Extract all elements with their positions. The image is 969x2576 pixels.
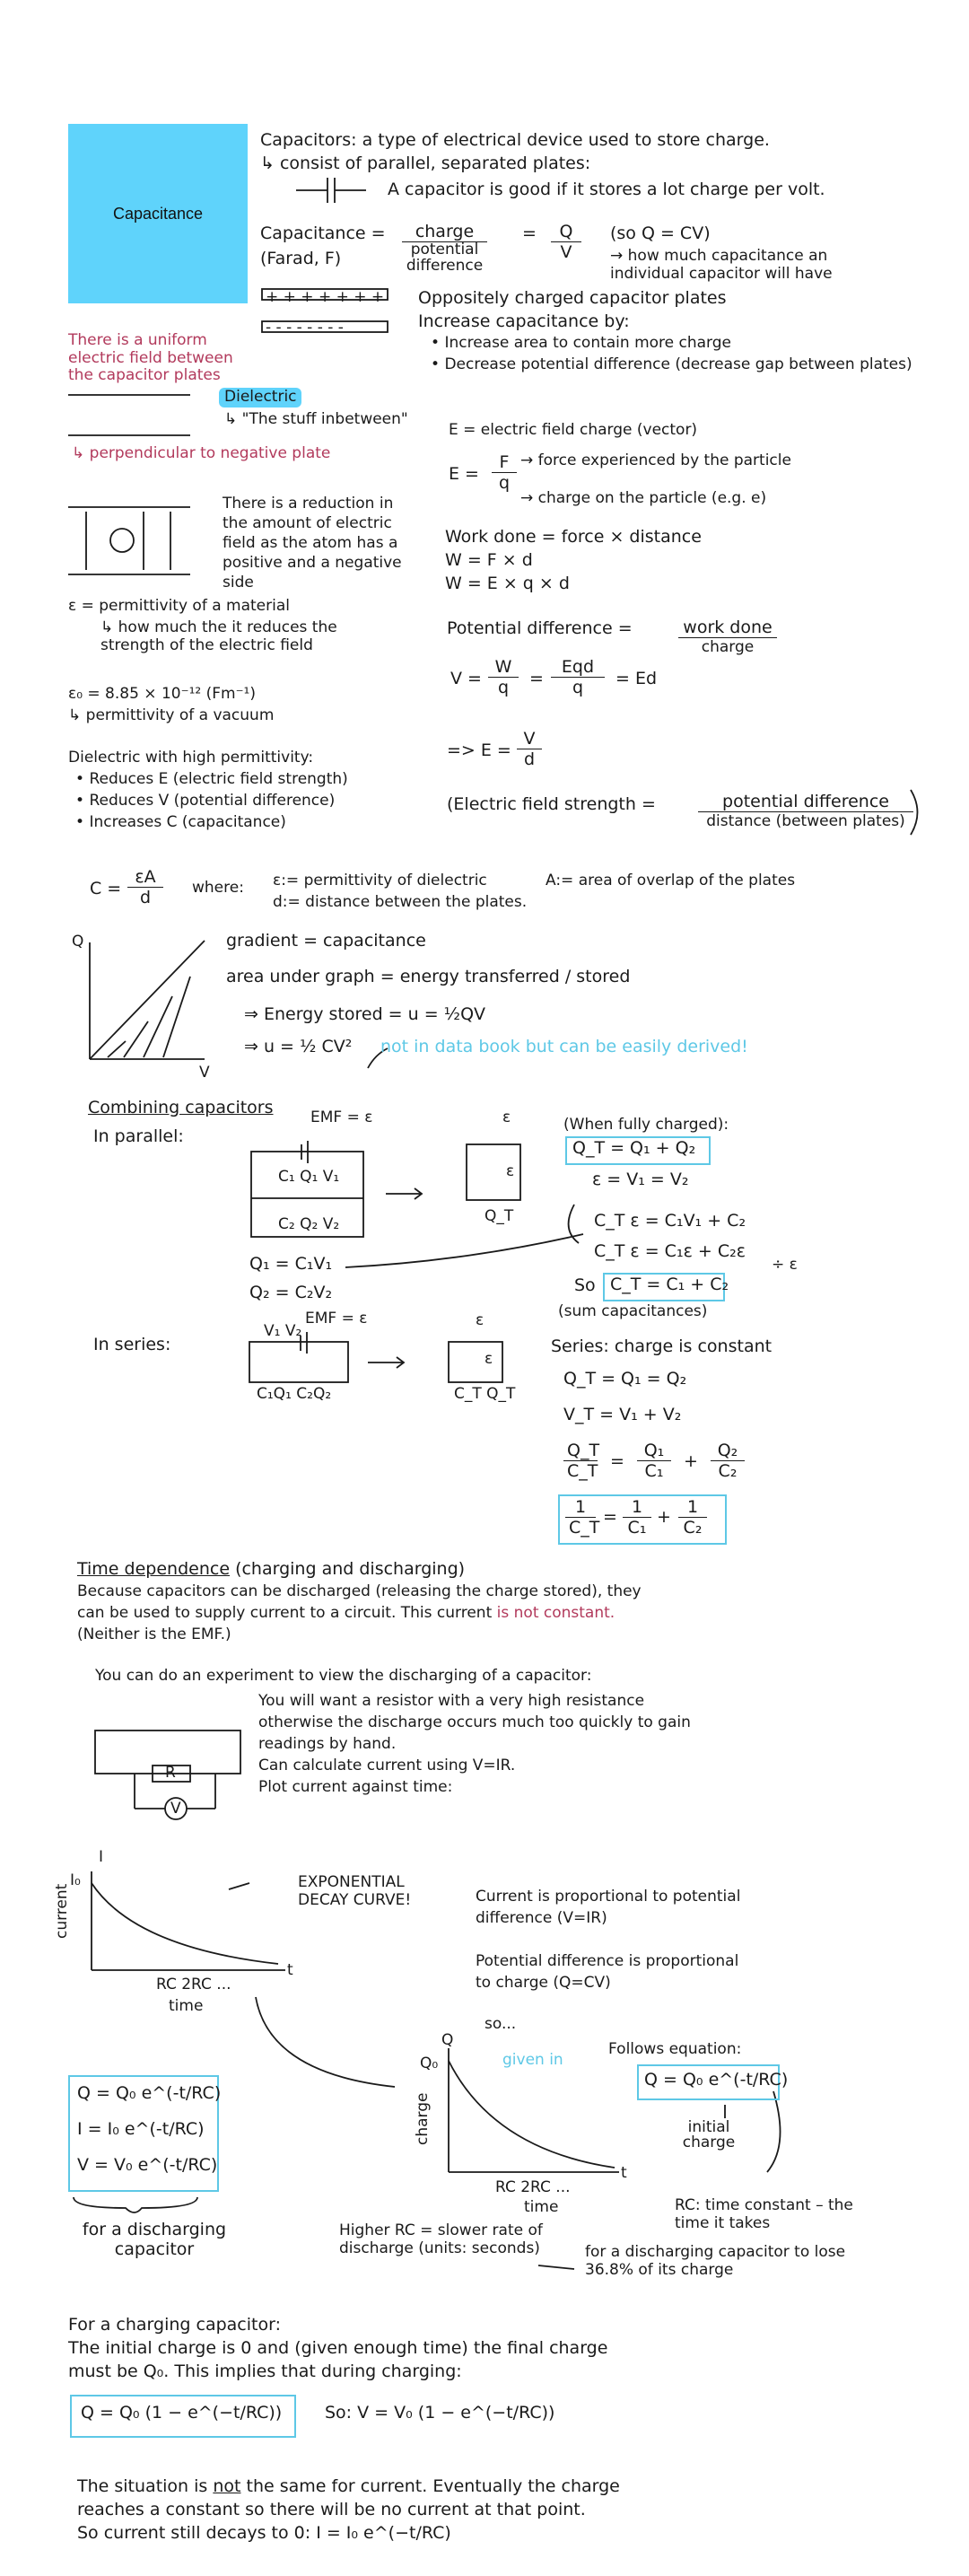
q2-over-c2 <box>711 1441 745 1481</box>
high-bullet-3: • Increases C (capacitance) <box>75 813 286 831</box>
time-constant-note: RC: time constant – the time it takes <box>675 2196 853 2232</box>
charging-para-2: must be Q₀. This implies that during charging: <box>68 2361 462 2381</box>
e0-note: ↳ permittivity of a vacuum <box>68 706 275 724</box>
e-field-def: E = electric field charge (vector) <box>449 421 698 439</box>
for-discharging-note: for a discharging capacitor <box>82 2220 227 2259</box>
initial-charge-note: initial charge <box>682 2118 736 2151</box>
work-eq-1: W = F × d <box>445 550 533 570</box>
energy-stored: ⇒ Energy stored = u = ½QV <box>244 1004 486 1024</box>
work-done-def: Work done = force × distance <box>445 527 702 547</box>
q1-eq: Q₁ = C₁V₁ <box>249 1254 333 1274</box>
opposite-plates-note: Oppositely charged capacitor plates <box>418 288 727 308</box>
qt-sum: Q_T = Q₁ + Q₂ <box>572 1138 696 1158</box>
work-over-charge <box>678 618 777 656</box>
q-num: Q <box>551 222 581 242</box>
v-num: V <box>517 729 542 749</box>
qt-over-ct <box>563 1441 598 1481</box>
t-axis-2: t <box>621 2164 627 2182</box>
wd-num: work done <box>678 618 777 638</box>
time-axis-label-2: time <box>524 2198 559 2216</box>
proportional-2b: to charge (Q=CV) <box>476 1974 611 1992</box>
permittivity-def: ε = permittivity of a material <box>68 597 290 615</box>
gradient-note: gradient = capacitance <box>226 931 426 951</box>
fully-charged-note: (When fully charged): <box>563 1116 729 1134</box>
rc-ticks-1: RC 2RC ... <box>156 1976 231 1993</box>
dielectric-label: Dielectric <box>224 388 297 406</box>
ct-step-1: C_T ε = C₁V₁ + C₂ <box>594 1211 746 1231</box>
high-bullet-2: • Reduces V (potential difference) <box>75 792 336 810</box>
charge-particle-note: → charge on the particle (e.g. e) <box>520 489 767 507</box>
resistor-note-4: Can calculate current using V=IR. <box>258 1757 516 1774</box>
area-note: area under graph = energy transferred / stored <box>226 967 631 986</box>
v-over-d <box>517 729 542 769</box>
pd2-num: potential difference <box>698 792 913 812</box>
d2-denom: d <box>139 888 152 907</box>
ch-denom: charge <box>701 638 755 656</box>
c-eq-label: C = <box>90 879 122 898</box>
high-permittivity-title: Dielectric with high permittivity: <box>68 749 314 767</box>
rc-ticks-2: RC 2RC ... <box>495 2178 571 2196</box>
ea-num: εA <box>127 867 163 888</box>
q2-denom: q <box>497 678 510 697</box>
how-much-note: → how much capacitance an individual capacitor will have <box>610 247 833 283</box>
c1-denom: C₁ <box>644 1461 664 1481</box>
q2-num: Q₂ <box>711 1441 745 1461</box>
e-eq-label: E = <box>449 464 479 484</box>
ct-step-2: C_T ε = C₁ε + C₂ε <box>594 1241 746 1261</box>
one-over-ct <box>565 1497 600 1538</box>
u-formula: ⇒ u = ½ CV² <box>244 1037 353 1056</box>
divide-eps: ÷ ε <box>772 1256 798 1274</box>
minus-plate: - - - - - - - - <box>266 319 344 337</box>
higher-rc-note: Higher RC = slower rate of discharge (units: seconds) <box>339 2221 543 2257</box>
parallel-emf: EMF = ε <box>310 1108 373 1126</box>
series-emf: EMF = ε <box>305 1310 368 1327</box>
discharge-i: I = I₀ e^(-t/RC) <box>77 2119 205 2139</box>
q2-eq: Q₂ = C₂V₂ <box>249 1283 333 1302</box>
v-denom: V <box>560 242 572 262</box>
eq-sign-2: = <box>529 669 544 688</box>
v-eq-label: V = <box>450 669 482 688</box>
pd-denom: potential difference <box>406 241 484 275</box>
proportional-2: Potential difference is proportional <box>476 1952 739 1970</box>
eqd-over-q <box>551 657 605 697</box>
proportional-1b: difference (V=IR) <box>476 1909 607 1927</box>
pd-def-label: Potential difference = <box>447 618 633 638</box>
d-denom: d <box>523 749 536 769</box>
farad-unit: (Farad, F) <box>260 249 342 268</box>
e0-value: ε₀ = 8.85 × 10⁻¹² (Fm⁻¹) <box>68 685 256 703</box>
combining-title: Combining capacitors <box>88 1098 274 1117</box>
perpendicular-note: ↳ perpendicular to negative plate <box>72 444 331 462</box>
series-label: In series: <box>93 1335 171 1354</box>
time-axis-label-1: time <box>169 1997 204 2015</box>
one-over-c1 <box>623 1497 651 1538</box>
one-num-2: 1 <box>623 1497 651 1518</box>
work-eq-2: W = E × q × d <box>445 574 570 593</box>
plates-note: ↳ consist of parallel, separated plates: <box>260 153 591 173</box>
ct-denom: C_T <box>567 1461 598 1481</box>
experiment-intro: You can do an experiment to view the discharging of a capacitor: <box>95 1667 592 1685</box>
current-para-1: The situation is not the same for current. Eventually the charge <box>77 2476 620 2496</box>
q-denom: q <box>498 473 511 493</box>
c2-denom: C₂ <box>718 1461 738 1481</box>
series-constant: Series: charge is constant <box>551 1336 773 1356</box>
not-in-databook: not in data book but can be easily derived! <box>380 1037 748 1056</box>
f-num: F <box>492 452 517 473</box>
ct-sum: C_T = C₁ + C₂ <box>610 1275 729 1294</box>
follows-eq: Q = Q₀ e^(-t/RC) <box>644 2070 789 2090</box>
equals-sign: = <box>522 223 537 243</box>
resistor-note-5: Plot current against time: <box>258 1778 453 1796</box>
voltmeter-label: V <box>170 1800 181 1818</box>
eqd-num: Eqd <box>551 657 605 678</box>
strength-label: (Electric field strength = <box>447 794 656 814</box>
distance-def: d:= distance between the plates. <box>273 893 528 911</box>
time-title: Time dependence (charging and discharging) <box>77 1559 466 1579</box>
graph-v-axis: V <box>199 1064 210 1082</box>
plus-sign-2: + <box>657 1507 671 1527</box>
area-def: A:= area of overlap of the plates <box>546 872 796 889</box>
epsilon-def: ε:= permittivity of dielectric <box>273 872 487 889</box>
discharge-v: V = V₀ e^(-t/RC) <box>77 2155 218 2175</box>
charging-q-eq: Q = Q₀ (1 − e^(−t/RC)) <box>81 2403 283 2423</box>
plus-sign-1: + <box>684 1451 698 1471</box>
q0-label: Q₀ <box>420 2055 439 2072</box>
f-over-q <box>492 452 517 493</box>
q-axis-2: Q <box>441 2031 454 2049</box>
so-q-cv: (so Q = CV) <box>610 223 711 243</box>
parallel-c2: C₂ Q₂ V₂ <box>278 1215 340 1233</box>
parallel-c1: C₁ Q₁ V₁ <box>278 1168 340 1186</box>
good-capacitor-note: A capacitor is good if it stores a lot charge per volt. <box>388 180 825 199</box>
q1-num: Q₁ <box>637 1441 671 1461</box>
resistor-note-2: otherwise the discharge occurs much too quickly to gain <box>258 1713 691 1731</box>
series-ctqt: C_T Q_T <box>454 1385 516 1403</box>
current-para-3: So current still decays to 0: I = I₀ e^(−t/RC) <box>77 2523 451 2543</box>
charging-v-eq: So: V = V₀ (1 − e^(−t/RC)) <box>325 2403 555 2423</box>
increase-title: Increase capacitance by: <box>418 311 630 331</box>
current-para-2: reaches a constant so there will be no current at that point. <box>77 2500 586 2519</box>
so-dots: so... <box>484 2015 517 2033</box>
one-num-1: 1 <box>565 1497 596 1518</box>
ct2-denom: C_T <box>569 1518 600 1538</box>
permittivity-note: ↳ how much the it reduces the strength of the electric field <box>100 618 337 654</box>
current-axis-label: current <box>53 1883 71 1939</box>
c1b-denom: C₁ <box>627 1518 647 1538</box>
proportional-1: Current is proportional to potential <box>476 1888 741 1906</box>
q-over-v <box>551 222 581 262</box>
series-eps-cap: ε <box>484 1350 493 1368</box>
stuff-inbetween: ↳ "The stuff inbetween" <box>224 410 408 428</box>
so-label: So <box>574 1275 596 1295</box>
charge-axis-label: charge <box>414 2092 432 2145</box>
qt-num: Q_T <box>563 1441 598 1461</box>
charging-para-1: The initial charge is 0 and (given enough time) the final charge <box>68 2338 608 2358</box>
plus-plate: + + + + + + + <box>266 288 385 306</box>
time-para-1: Because capacitors can be discharged (releasing the charge stored), they <box>77 1582 642 1600</box>
i-axis: I <box>99 1848 104 1866</box>
one-over-c2 <box>678 1497 707 1538</box>
pd-over-distance <box>698 792 913 830</box>
w-num: W <box>488 657 519 678</box>
increase-bullet-2: • Decrease potential difference (decrease gap between plates) <box>431 355 912 373</box>
parallel-label: In parallel: <box>93 1126 184 1146</box>
dist-denom: distance (between plates) <box>706 812 905 830</box>
w-over-q <box>488 657 519 697</box>
emf-equality: ε = V₁ = V₂ <box>592 1170 689 1189</box>
series-v: V₁ V₂ <box>264 1322 302 1340</box>
t-axis-1: t <box>287 1961 293 1979</box>
eq-sign-4: = <box>603 1507 617 1527</box>
series-qt: Q_T = Q₁ = Q₂ <box>563 1369 687 1389</box>
resistor-label: R <box>165 1764 176 1782</box>
eq-sign-3: = <box>610 1451 624 1471</box>
charge-num: charge <box>402 222 487 242</box>
parallel-qt: Q_T <box>484 1207 514 1225</box>
one-num-3: 1 <box>678 1497 707 1518</box>
capacitor-definition: Capacitors: a type of electrical device used to store charge. <box>260 130 770 150</box>
time-para-2: can be used to supply current to a circuit. This current is not constant. <box>77 1604 615 1622</box>
discharge-q: Q = Q₀ e^(-t/RC) <box>77 2083 222 2103</box>
resistor-note-3: readings by hand. <box>258 1735 397 1753</box>
time-para-3: (Neither is the EMF.) <box>77 1625 231 1643</box>
then-e-label: => E = <box>447 740 511 760</box>
page-title: Capacitance <box>112 204 204 223</box>
c2b-denom: C₂ <box>683 1518 703 1538</box>
series-vt: V_T = V₁ + V₂ <box>563 1405 682 1424</box>
where-label: where: <box>192 879 244 897</box>
increase-bullet-1: • Increase area to contain more charge <box>431 334 731 352</box>
graph-q-axis: Q <box>72 933 84 951</box>
reduction-note: There is a reduction in the amount of electric field as the atom has a positive and a negative side <box>223 495 402 592</box>
ea-over-d <box>127 867 163 907</box>
q1-over-c1 <box>637 1441 671 1481</box>
q3-denom: q <box>572 678 584 697</box>
series-cq: C₁Q₁ C₂Q₂ <box>257 1385 332 1403</box>
ed-result: = Ed <box>615 669 658 688</box>
series-eps-top: ε <box>476 1311 484 1329</box>
force-note: → force experienced by the particle <box>520 451 791 469</box>
follows-equation: Follows equation: <box>608 2040 742 2058</box>
charge-over-pd <box>402 222 487 275</box>
uniform-field-note: There is a uniform electric field between the capacitor plates <box>68 331 233 385</box>
charging-title: For a charging capacitor: <box>68 2315 281 2335</box>
decay-curve-note: EXPONENTIAL DECAY CURVE! <box>298 1873 412 1909</box>
parallel-eps-top: ε <box>502 1108 511 1126</box>
resistor-note-1: You will want a resistor with a very high resistance <box>258 1692 645 1710</box>
high-bullet-1: • Reduces E (electric field strength) <box>75 770 348 788</box>
sum-capacitances: (sum capacitances) <box>558 1302 708 1320</box>
parallel-eps-cap: ε <box>506 1162 515 1180</box>
given-in-note: given in <box>502 2051 563 2069</box>
lose-charge-note: for a discharging capacitor to lose 36.8% of its charge <box>585 2243 846 2279</box>
capacitance-label: Capacitance = <box>260 223 386 243</box>
i0-label: I₀ <box>70 1871 81 1889</box>
